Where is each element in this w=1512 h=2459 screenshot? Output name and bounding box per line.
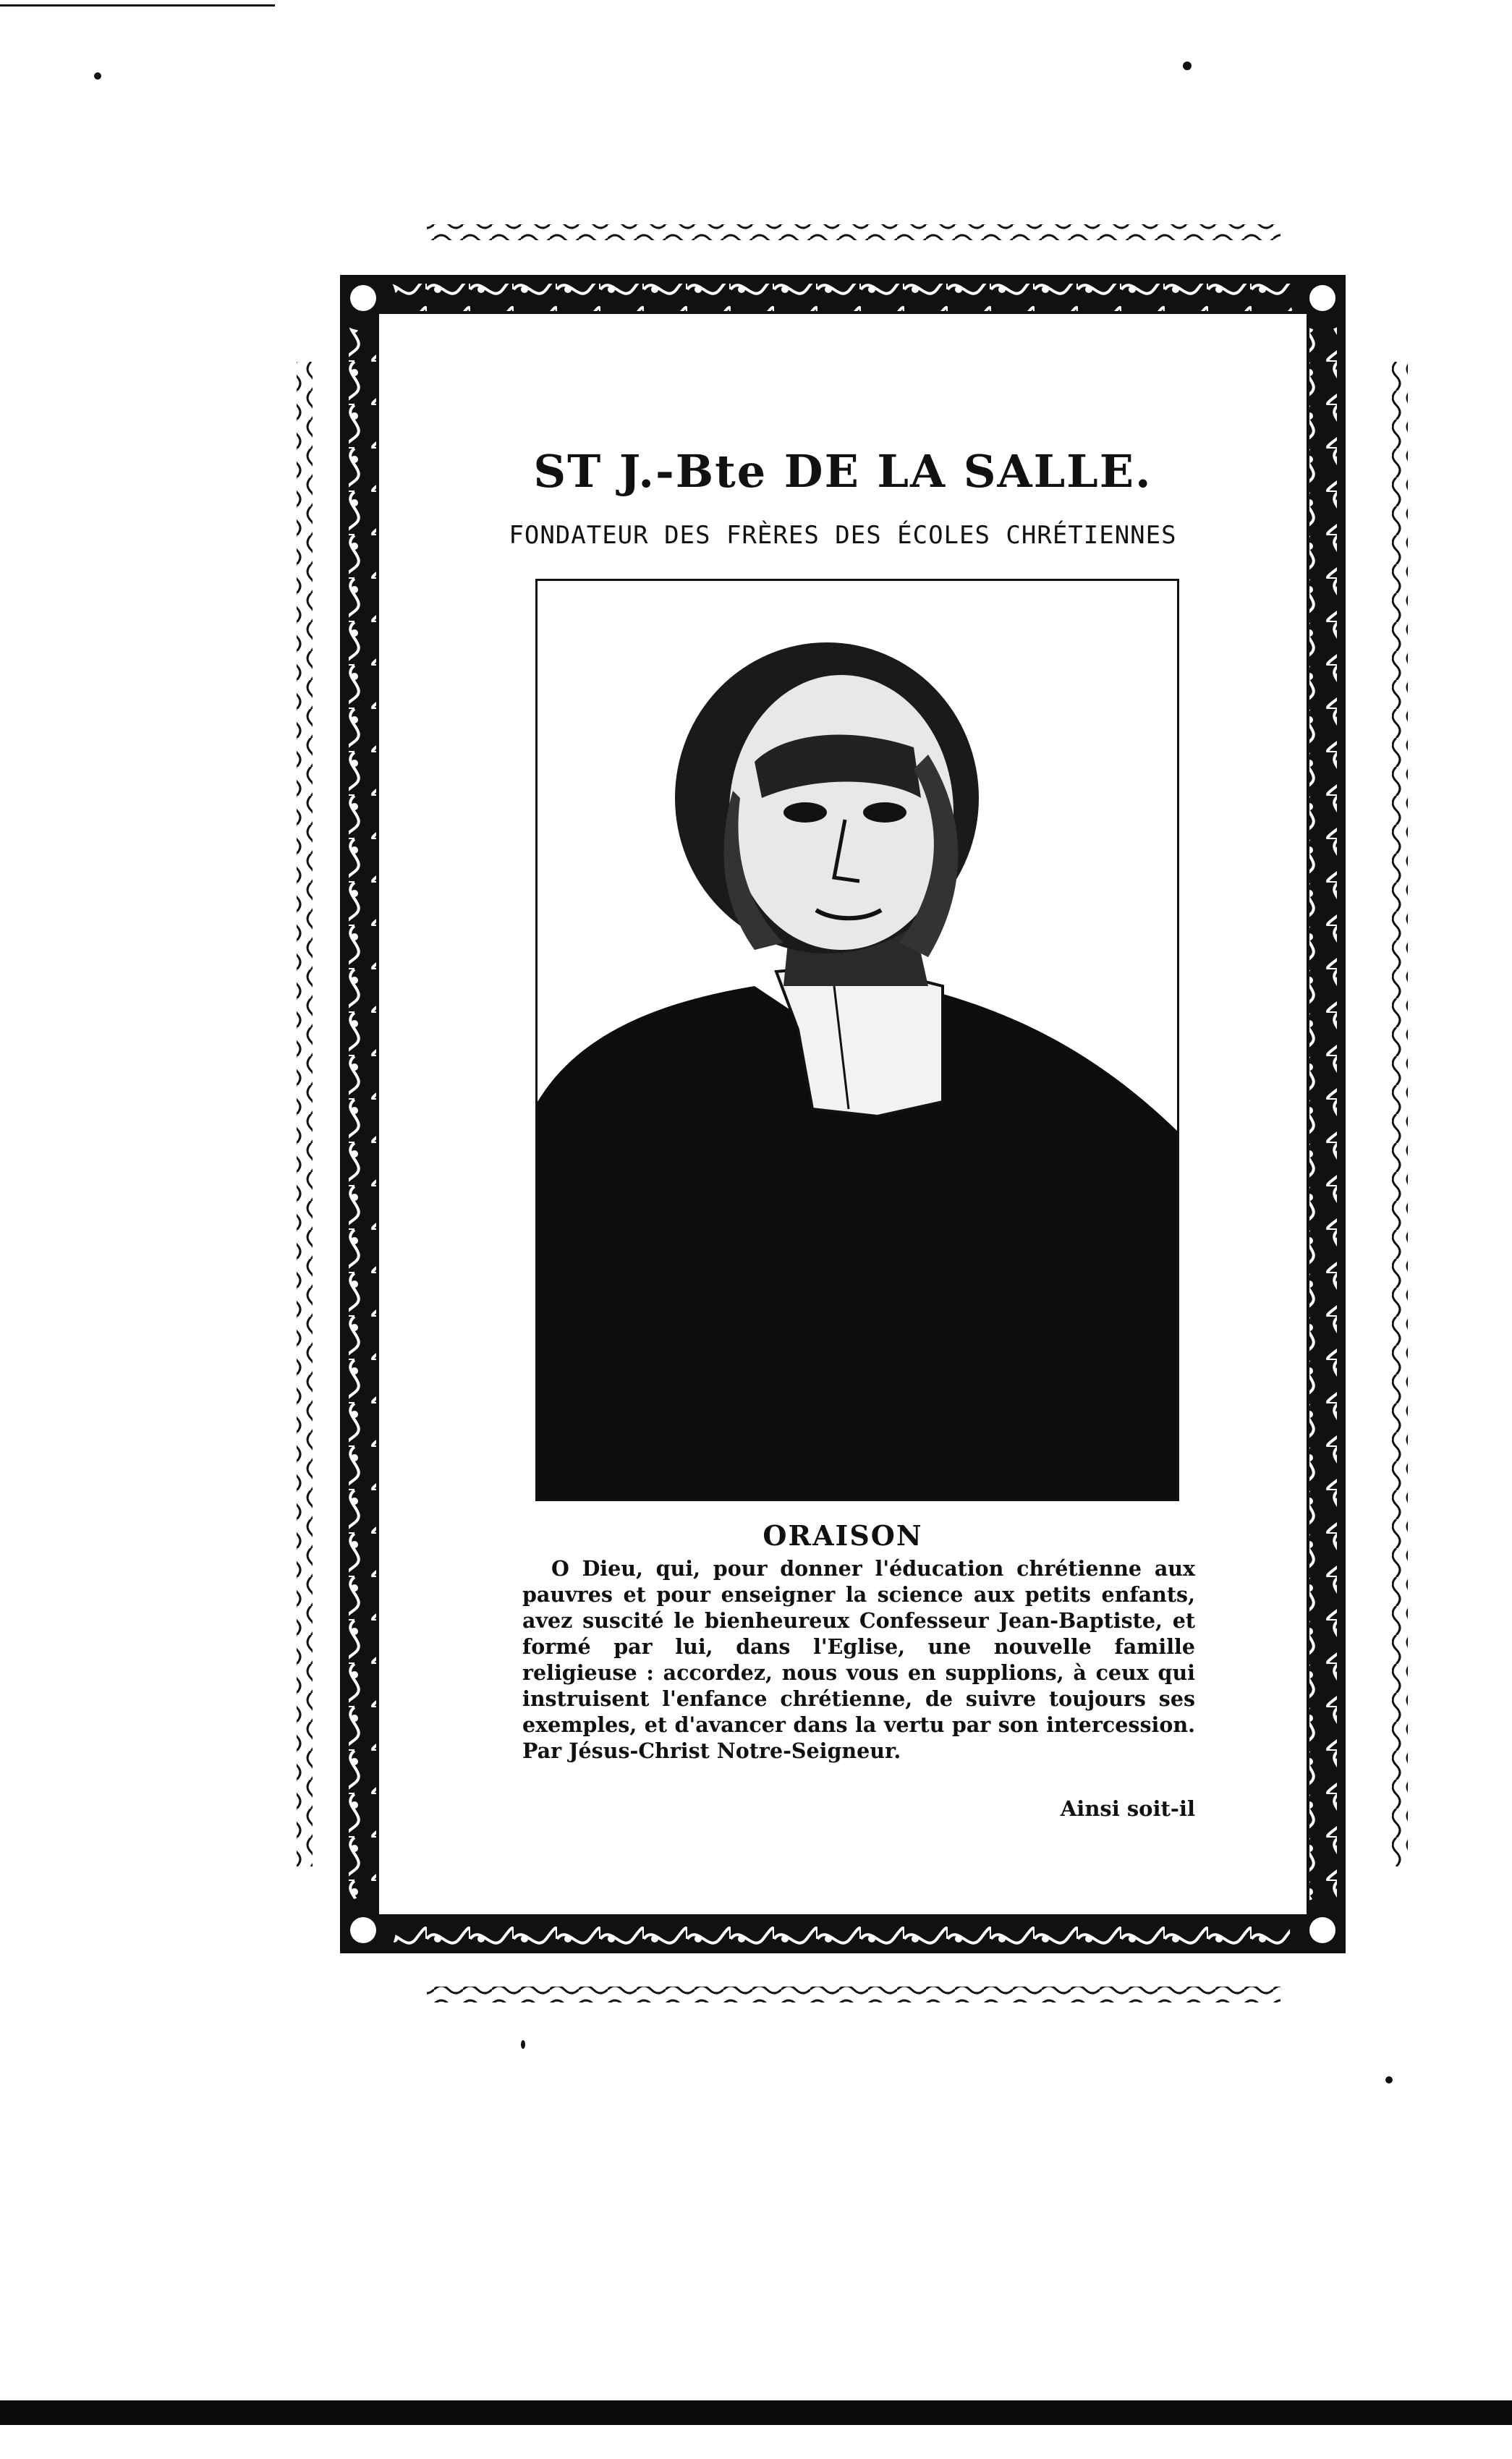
prayer-closing: Ainsi soit-il [1060,1796,1195,1821]
ink-speck [521,2040,525,2049]
prayer-heading: ORAISON [763,1519,923,1552]
top-rule [0,4,275,7]
saint-portrait [535,579,1179,1501]
page-title: ST J.-Bte DE LA SALLE. [533,445,1152,498]
page-subtitle: FONDATEUR DES FRÈRES DES ÉCOLES CHRÉTIENNES [509,521,1177,550]
prayer-body: O Dieu, qui, pour donner l'éducation chrétienne aux pauvres et pour enseigner la science aux petits enfants, avez suscité le bienheureux Confesseur Jean-Baptiste, et formé par lui, dans l'Eglise, une nouvelle famille religieuse : accordez, nous vous en supplions, à ceux qui instruisent l'enfance chrétienne, de suivre toujours ses exemples, et d'avancer dans la vertu par son intercession. Par Jésus-Christ Notre-Seigneur. [522,1556,1195,1763]
ink-speck [1183,61,1192,70]
ink-speck [94,72,101,80]
bottom-scan-bar [0,2400,1512,2425]
portrait-engraving [538,581,1177,1499]
ink-speck [1385,2076,1393,2084]
